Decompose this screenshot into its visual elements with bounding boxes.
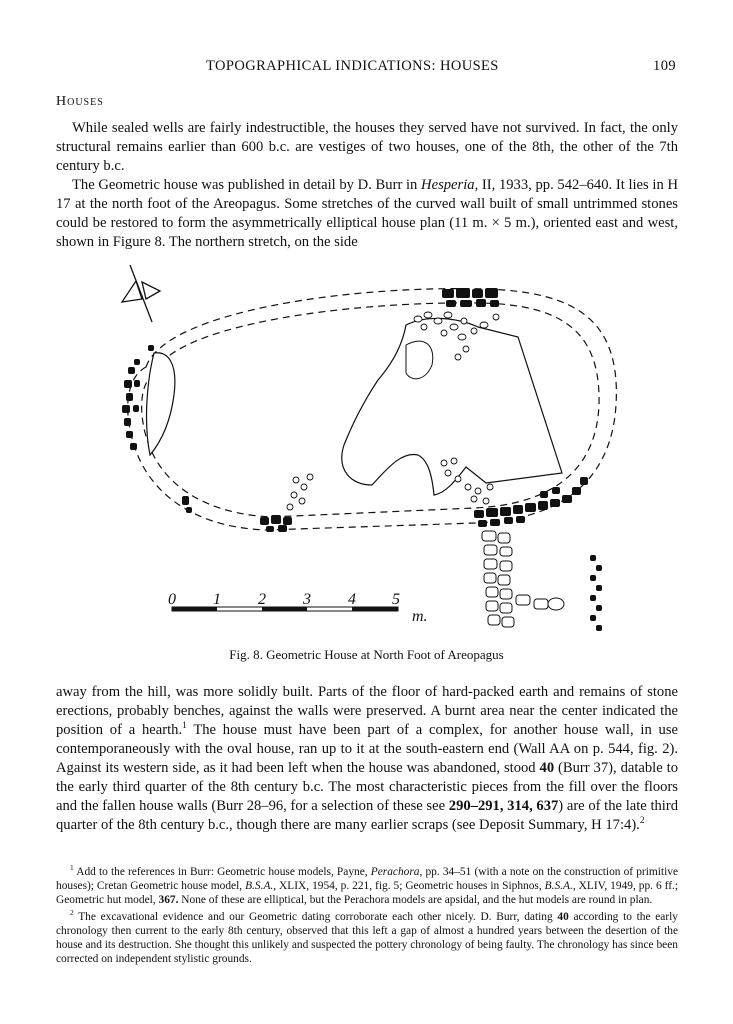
scale-label-0: 0 <box>168 591 176 608</box>
western-hollow <box>147 353 175 455</box>
scale-label-3: 3 <box>303 591 311 608</box>
section-heading: Houses <box>56 94 104 109</box>
paragraph-3-text-b: The house must have been part of a complex, for another house wall, in use contemporaneously with the oval house, ran up to it at the south-eastern end (Wall AA on p. 544, fig. 2). Against its western side, as it had been left when the house was abandoned, stood <box>56 722 678 776</box>
footnote-1-text-e: None of these are elliptical, but the Perachora models are apsidal, and the hut models are round in plan. <box>178 894 653 907</box>
footnote-2 <box>56 907 678 967</box>
footnote-1-text-b: , pp. 34–51 (with a note on the construction of primitive houses); Cretan Geometric house model, <box>56 866 678 893</box>
north-arrow-icon <box>122 265 160 322</box>
journal-title: Hesperia <box>421 177 475 193</box>
paragraph-2-text-a: The Geometric house was published in detail by D. Burr in <box>72 177 422 193</box>
body-text-bottom <box>56 683 678 835</box>
page-number: 109 <box>653 58 676 74</box>
paragraph-3-text-c: (Burr 37), datable to the early third quarter of the 8th century b.c. The most characteristic pieces from the fill over the floors and the fallen house walls (Burr 28–96, for a selection of these see <box>56 760 678 814</box>
scale-label-1: 1 <box>213 591 221 608</box>
paragraph-1 <box>56 119 678 176</box>
paragraph-3-text-a: away from the hill, was more solidly built. Parts of the floor of hard-packed earth and remains of stone erections, probably benches, against the walls were preserved. A burnt area near the center indicated the position of a hearth. <box>56 684 678 738</box>
burnt-area <box>342 318 562 495</box>
scale-unit: m. <box>412 608 428 625</box>
running-title: TOPOGRAPHICAL INDICATIONS: HOUSES <box>206 58 499 74</box>
footnote-2-text-b: according to the early chronology then current to the early 8th century, observed that this left a gap of almost a hundred years between the desertion of the house and its destruction. She thought this unlikely and suspected the pottery chronology of being faulty. The chronology has since been corrected on independent stylistic grounds. <box>56 910 678 966</box>
south-wall-extension <box>482 531 564 627</box>
house-plan-drawing <box>106 255 646 647</box>
footnote-1-text-a: Add to the references in Burr: Geometric house models, Payne, <box>73 866 371 878</box>
paragraph-2 <box>56 176 678 252</box>
footnote-2-number-40: 40 <box>557 910 569 923</box>
footnote-1-mark: 1 <box>70 863 74 873</box>
scale-label-2: 2 <box>258 591 266 608</box>
footnotes <box>56 865 678 968</box>
footnote-ref-2: 2 <box>639 816 645 827</box>
footnote-1 <box>56 865 678 908</box>
paragraph-2-text-b: , II, 1933, pp. 542–640. It lies in H 17 at the north foot of the Areopagus. Some stretches of the curved wall built of small untrimmed stones could be restored to form the asymmetrically elliptical house plan (11 m. × 5 m.), oriented east and west, shown in Figure 8. The northern stretch, on the side <box>56 177 678 250</box>
footnote-1-text-d: , XLIV, 1949, pp. 6 ff.; Geometric hut model, <box>56 880 679 907</box>
catalogue-numbers: 290–291, 314, 637 <box>448 798 559 814</box>
east-wall-strip <box>590 555 602 631</box>
footnote-2-mark: 2 <box>70 907 74 917</box>
figure-caption: Fig. 8. Geometric House at North Foot of Areopagus <box>229 647 504 662</box>
footnote-1-perachora: Perachora <box>370 866 420 878</box>
footnote-1-number-367: 367. <box>158 894 179 907</box>
scale-label-4: 4 <box>348 591 356 608</box>
footnote-1-text-c: , XLIX, 1954, p. 221, fig. 5; Geometric houses in Siphnos, <box>273 880 545 893</box>
paragraph-1-text: While sealed wells are fairly indestructible, the houses they served have not survived. In fact, the only structural remains earlier than 600 b.c. are vestiges of two houses, one of the 8th, the other of the 7th century b.c. <box>56 120 678 174</box>
body-text-top <box>56 119 678 252</box>
catalogue-number-40: 40 <box>539 760 555 776</box>
footnote-ref-1: 1 <box>182 721 187 732</box>
footnote-1-bsa-1: B.S.A. <box>245 880 274 893</box>
scale-label-5: 5 <box>392 591 400 608</box>
paragraph-3-text-d: ) are of the late third quarter of the 8th century b.c., though there are many earlier scraps (see Deposit Summary, H 17:4). <box>56 798 679 833</box>
scale-bar <box>172 607 398 611</box>
figure-house-plan <box>106 255 646 647</box>
paragraph-3 <box>56 683 678 835</box>
footnote-1-bsa-2: B.S.A. <box>544 880 573 893</box>
footnote-2-text-a: The excavational evidence and our Geometric dating corroborate each other nicely. D. Burr, dating <box>73 910 558 923</box>
